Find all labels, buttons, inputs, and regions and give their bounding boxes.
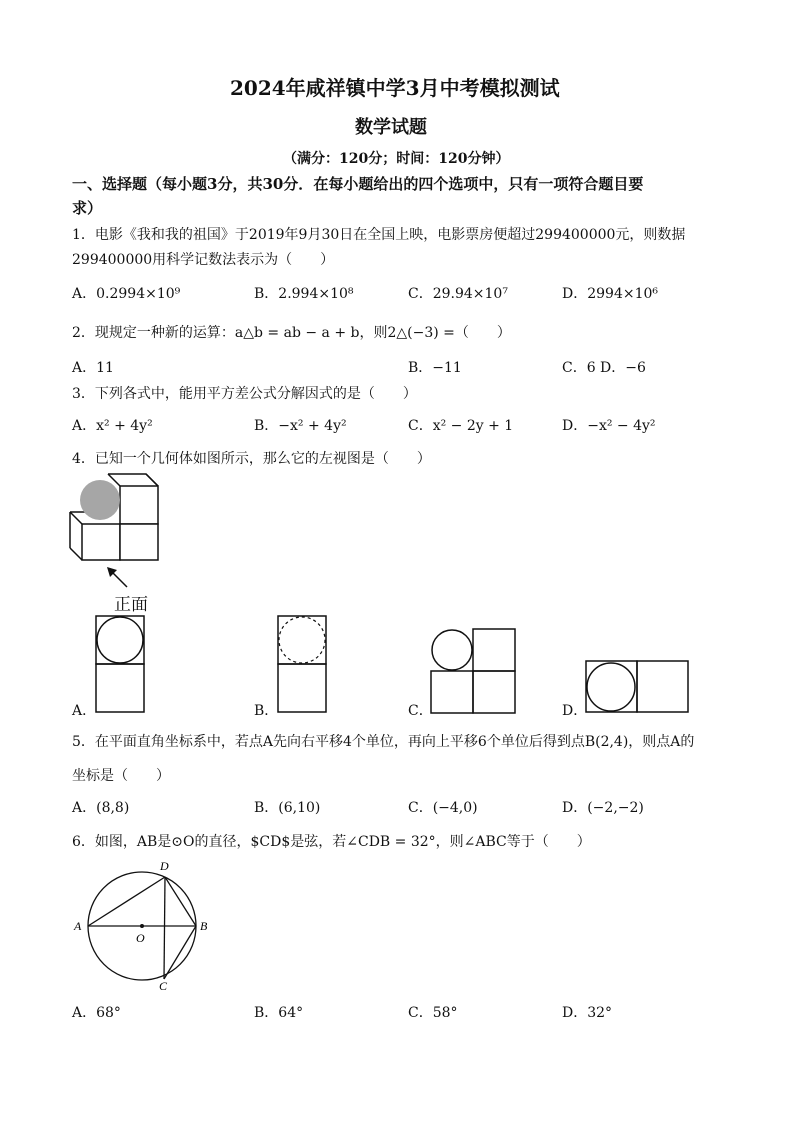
q4-option-d: D． bbox=[562, 703, 588, 719]
q4-option-a: A． bbox=[72, 703, 97, 719]
q1-text: 1．电影《我和我的祖国》于2019年9月30日在全国上映，电影票房便超过299400000元，则数据 bbox=[72, 227, 686, 243]
point-c-label: C bbox=[159, 979, 168, 993]
q1-option-a: A．0.2994×10⁹ bbox=[72, 286, 181, 302]
section-heading: 一、选择题（每小题3分，共30分．在每小题给出的四个选项中，只有一项符合题目要 bbox=[72, 175, 644, 193]
q6-option-a: A．68° bbox=[72, 1005, 121, 1021]
point-a-label: A bbox=[74, 919, 82, 933]
q2-option-a: A．11 bbox=[72, 360, 114, 376]
q6-option-b: B．64° bbox=[254, 1005, 304, 1021]
q4-option-a-figure bbox=[95, 615, 145, 715]
q5-text: 5．在平面直角坐标系中，若点A先向右平移4个单位，再向上平移6个单位后得到点B(2,4)，则点A的 bbox=[72, 734, 695, 750]
point-b-label: B bbox=[200, 919, 208, 933]
q4-option-d-figure bbox=[585, 660, 695, 720]
q4-text: 4．已知一个几何体如图所示，那么它的左视图是（ ） bbox=[72, 451, 431, 467]
exam-info: （满分：120分；时间：120分钟） bbox=[283, 151, 510, 167]
point-o-label: O bbox=[136, 931, 145, 945]
q5-option-d: D．(−2,−2) bbox=[562, 800, 644, 816]
front-label: 正面 bbox=[114, 595, 148, 615]
q1-option-c: C．29.94×10⁷ bbox=[408, 286, 508, 302]
q2-option-b: B．−11 bbox=[408, 360, 462, 376]
q2-text: 2．现规定一种新的运算：a△b = ab − a + b，则2△(−3) =（ ） bbox=[72, 325, 511, 341]
q2-option-c: C．6 bbox=[562, 360, 596, 376]
q5-text-cont: 坐标是（ ） bbox=[72, 768, 170, 784]
q5-option-c: C．(−4,0) bbox=[408, 800, 478, 816]
exam-subtitle: 数学试题 bbox=[355, 117, 427, 138]
exam-title: 2024年咸祥镇中学3月中考模拟测试 bbox=[230, 76, 560, 100]
q3-option-c: C．x² − 2y + 1 bbox=[408, 418, 514, 434]
q4-option-b-figure bbox=[277, 615, 327, 715]
q3-option-b: B．−x² + 4y² bbox=[254, 418, 347, 434]
q3-text: 3．下列各式中，能用平方差公式分解因式的是（ ） bbox=[72, 386, 417, 402]
q5-option-b: B．(6,10) bbox=[254, 800, 321, 816]
q3-option-d: D．−x² − 4y² bbox=[562, 418, 656, 434]
q2-option-d: D．−6 bbox=[600, 360, 646, 376]
q3-option-a: A．x² + 4y² bbox=[72, 418, 153, 434]
q6-circle-figure bbox=[72, 856, 222, 996]
q4-solid-figure bbox=[70, 470, 170, 570]
section-heading-cont: 求） bbox=[72, 199, 103, 217]
q4-option-c: C． bbox=[408, 703, 433, 719]
q6-option-d: D．32° bbox=[562, 1005, 613, 1021]
q5-option-a: A．(8,8) bbox=[72, 800, 130, 816]
q1-text-cont: 299400000用科学记数法表示为（ ） bbox=[72, 252, 335, 268]
q1-option-d: D．2994×10⁶ bbox=[562, 286, 659, 302]
q6-text: 6．如图，AB是⊙O的直径，$CD$是弦，若∠CDB = 32°，则∠ABC等于（ ） bbox=[72, 834, 591, 850]
q6-option-c: C．58° bbox=[408, 1005, 458, 1021]
point-d-label: D bbox=[160, 859, 169, 873]
q4-option-c-figure bbox=[431, 628, 521, 718]
q1-option-b: B．2.994×10⁸ bbox=[254, 286, 354, 302]
q4-option-b: B． bbox=[254, 703, 279, 719]
